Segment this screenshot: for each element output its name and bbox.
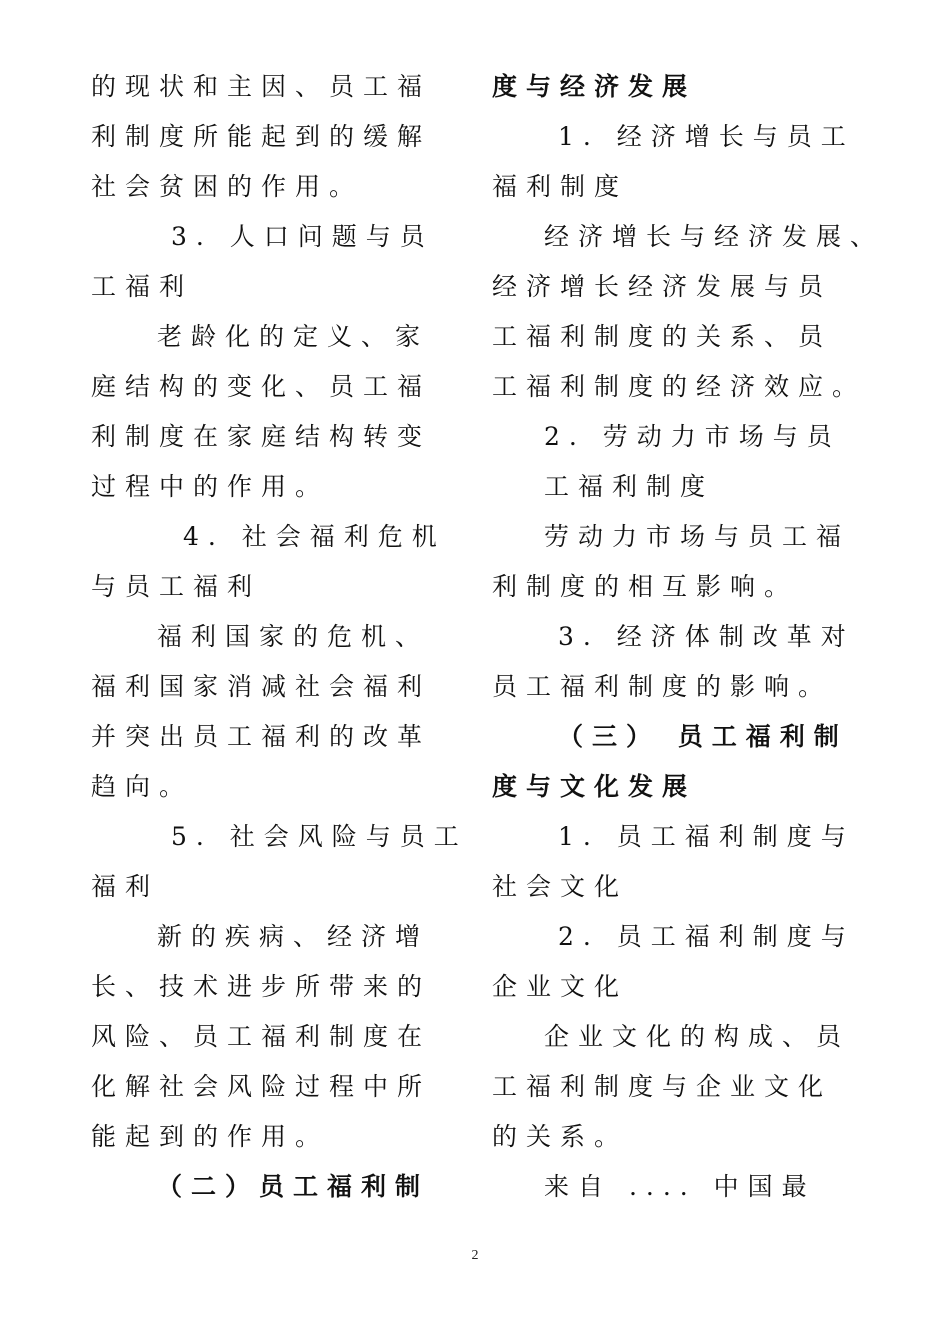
- text-line: 长、技术进步所带来的: [91, 972, 432, 1001]
- text-line: 的现状和主因、员工福: [91, 72, 432, 101]
- text-line: 的关系。: [492, 1122, 629, 1151]
- text-line: 社会贫困的作用。: [91, 172, 364, 201]
- text-line: 福利: [91, 872, 160, 901]
- text-line: 福利国家消减社会福利: [91, 672, 432, 701]
- text-line: 社会文化: [492, 872, 629, 901]
- text-line: 新的疾病、经济增: [157, 922, 430, 951]
- text-line: 经济增长与经济发展、: [544, 222, 885, 251]
- text-line: 并突出员工福利的改革: [91, 722, 432, 751]
- text-line: 利制度所能起到的缓解: [91, 122, 432, 151]
- text-line: 福利国家的危机、: [157, 622, 430, 651]
- left-text-column: [91, 62, 468, 1212]
- text-line: 工福利: [91, 272, 194, 301]
- text-line: 工福利制度与企业文化: [492, 1072, 833, 1101]
- text-line: 工福利制度: [544, 472, 715, 501]
- text-line: 能起到的作用。: [91, 1122, 330, 1151]
- text-line: 1. 经济增长与员工: [558, 122, 855, 151]
- text-line: 来自 .... 中国最: [544, 1172, 816, 1201]
- right-text-column: [492, 62, 892, 1212]
- text-line: 老龄化的定义、家: [157, 322, 430, 351]
- text-line: 劳动力市场与员工福: [544, 522, 851, 551]
- text-line: 2. 员工福利制度与: [558, 922, 855, 951]
- text-line: 1. 员工福利制度与: [558, 822, 855, 851]
- text-line: 与员工福利: [91, 572, 262, 601]
- text-line: 化解社会风险过程中所: [91, 1072, 432, 1101]
- text-line: 利制度在家庭结构转变: [91, 422, 432, 451]
- section-heading-line: （二）员工福利制: [157, 1172, 430, 1201]
- text-line: 企业文化: [492, 972, 629, 1001]
- section-heading-line: 度与经济发展: [492, 72, 697, 101]
- text-line: 庭结构的变化、员工福: [91, 372, 432, 401]
- text-line: 3. 经济体制改革对: [558, 622, 855, 651]
- section-heading-line: 度与文化发展: [492, 772, 697, 801]
- text-line: 过程中的作用。: [91, 472, 330, 501]
- text-line: 趋向。: [91, 772, 194, 801]
- text-line: 3. 人口问题与员: [171, 222, 434, 251]
- text-line: 利制度的相互影响。: [492, 572, 799, 601]
- text-line: 经济增长经济发展与员: [492, 272, 833, 301]
- text-line: 福利制度: [492, 172, 629, 201]
- text-line: 4. 社会福利危机: [183, 522, 446, 551]
- text-line: 工福利制度的关系、员: [492, 322, 833, 351]
- text-line: 企业文化的构成、员: [544, 1022, 851, 1051]
- text-line: 员工福利制度的影响。: [492, 672, 833, 701]
- page-number: 2: [471, 1248, 479, 1263]
- text-line: 2. 劳动力市场与员: [544, 422, 841, 451]
- text-line: 风险、员工福利制度在: [91, 1022, 432, 1051]
- text-line: 5. 社会风险与员工: [171, 822, 468, 851]
- section-heading-line: （三） 员工福利制: [558, 722, 848, 751]
- text-line: 工福利制度的经济效应。: [492, 372, 867, 401]
